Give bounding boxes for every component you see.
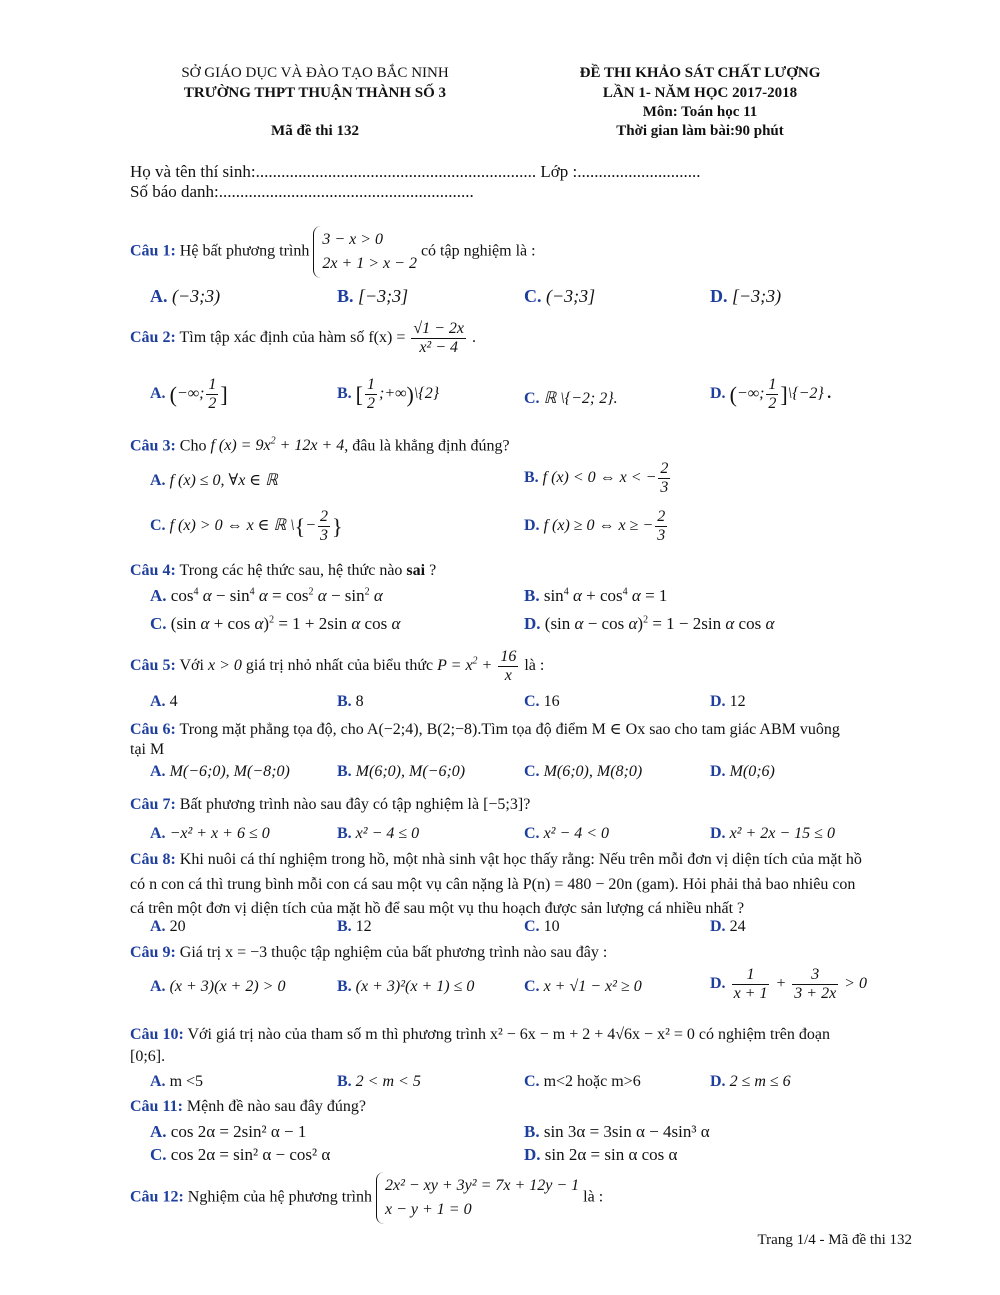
exam-duration: Thời gian làm bài:90 phút (616, 123, 784, 139)
q5-option-c[interactable]: C. 16 (524, 693, 560, 710)
question-10-line2: [0;6]. (130, 1048, 166, 1065)
question-11: Câu 11: Mệnh đề nào sau đây đúng? (130, 1098, 366, 1115)
exam-title: ĐỀ THI KHẢO SÁT CHẤT LƯỢNG (579, 65, 821, 81)
q4-option-b[interactable]: B. $\sin^4 \alpha + \cos^4 \alpha = 1$ (524, 586, 668, 605)
q9-option-b[interactable]: B. (x + 3)²(x + 1) ≤ 0 (337, 978, 475, 995)
q7-option-d[interactable]: D. x² + 2x − 15 ≤ 0 (710, 825, 835, 842)
exam-session: LẦN 1- NĂM HỌC 2017-2018 (602, 85, 798, 101)
question-6-cont: tại M (130, 741, 165, 758)
q11-option-a[interactable]: A. cos 2α = 2sin² α − 1 (150, 1122, 307, 1141)
q2-option-d[interactable]: D. (−∞; $\frac{1}{2}$ ]\{−2} . (710, 376, 832, 412)
question-text: Hệ bất phương trình (179, 242, 310, 260)
q7-option-a[interactable]: A. −x² + x + 6 ≤ 0 (150, 825, 270, 842)
q2-option-a[interactable]: A. (−∞; $\frac{1}{2}$ ] (150, 376, 228, 412)
q10-option-a[interactable]: A. m <5 (150, 1073, 204, 1090)
question-7: Câu 7: Bất phương trình nào sau đây có tập nghiệm là [−5;3]? (130, 796, 531, 813)
q6-option-b[interactable]: B. M(6;0), M(−6;0) (337, 763, 466, 780)
q3-option-c[interactable]: C. f (x) > 0 ⇔ x ∈ ℝ \{− $\frac{2}{3}$ } (150, 508, 343, 544)
question-6: Câu 6: Trong mặt phẳng tọa độ, cho A(−2;4), B(2;−8).Tìm tọa độ điểm M ∈ Ox sao cho tam giác ABM vuông (130, 721, 840, 738)
q6-option-c[interactable]: C. M(6;0), M(8;0) (524, 763, 643, 780)
q8-option-b[interactable]: B. 12 (337, 918, 372, 935)
question-10: Câu 10: Với giá trị nào của tham số m thì phương trình x² − 6x − m + 2 + 4√6x − x² = 0 có nghiệm trên đoạn (130, 1026, 830, 1043)
exam-subject: Môn: Toán học 11 (642, 104, 758, 120)
q7-option-b[interactable]: B. x² − 4 ≤ 0 (337, 825, 420, 842)
question-1: Câu 1: Hệ bất phương trình 3 − x > 0 2x + 1 > x − 2 có tập nghiệm là : (130, 226, 536, 278)
student-name-field[interactable]: Họ và tên thí sinh:.................................................................. Lớp :............................. (130, 162, 701, 181)
q4-option-c[interactable]: C. (sin α + cos α)$^2$ = 1 + 2sin α cos α (150, 614, 401, 633)
q2-option-b[interactable]: B. [ $\frac{1}{2}$ ;+∞)\{2} (337, 376, 440, 412)
inequality-system: 3 − x > 0 2x + 1 > x − 2 (313, 226, 417, 278)
q1-option-c[interactable]: C. (−3;3] (524, 286, 596, 306)
q11-option-d[interactable]: D. sin 2α = sin α cos α (524, 1145, 678, 1164)
q6-option-d[interactable]: D. M(0;6) (710, 763, 775, 780)
question-8: Câu 8: Khi nuôi cá thí nghiệm trong hồ, một nhà sinh vật học thấy rằng: Nếu trên mỗi đơn vị diện tích của mặt hồ (130, 851, 862, 868)
q3-option-a[interactable]: A. f (x) ≤ 0, ∀x ∈ ℝ (150, 472, 278, 489)
equation-system: 2x² − xy + 3y² = 7x + 12y − 1 x − y + 1 = 0 (376, 1172, 579, 1224)
q5-option-b[interactable]: B. 8 (337, 693, 364, 710)
question-4: Câu 4: Trong các hệ thức sau, hệ thức nào sai ? (130, 562, 437, 579)
q4-option-d[interactable]: D. (sin α − cos α)$^2$ = 1 − 2sin α cos α (524, 614, 775, 633)
q9-option-c[interactable]: C. x + √1 − x² ≥ 0 (524, 978, 642, 995)
question-8-line3: cá trên một đơn vị diện tích của mặt hồ để sau một vụ thu hoạch được sản lượng cá nhiều nhất ? (130, 900, 745, 917)
q9-option-d[interactable]: D. $\frac{1}{x + 1}$ + $\frac{3}{3 + 2x}$ > 0 (710, 966, 867, 1002)
q10-option-c[interactable]: C. m<2 hoặc m>6 (524, 1073, 641, 1090)
q5-option-a[interactable]: A. 4 (150, 693, 178, 710)
q8-option-d[interactable]: D. 24 (710, 918, 746, 935)
page-footer: Trang 1/4 - Mã đề thi 132 (757, 1232, 912, 1248)
question-label: Câu 1: (130, 242, 176, 260)
q11-option-b[interactable]: B. sin 3α = 3sin α − 4sin³ α (524, 1122, 710, 1141)
question-9: Câu 9: Giá trị x = −3 thuộc tập nghiệm của bất phương trình nào sau đây : (130, 944, 608, 961)
question-3: Câu 3: Cho f $(x) = 9x^2 + 12x + 4$, đâu là khẳng định đúng? (130, 436, 510, 455)
q10-option-b[interactable]: B. 2 < m < 5 (337, 1073, 421, 1090)
q11-option-c[interactable]: C. cos 2α = sin² α − cos² α (150, 1145, 331, 1164)
q7-option-c[interactable]: C. x² − 4 < 0 (524, 825, 610, 842)
q2-option-c[interactable]: C. ℝ \{−2; 2}. (524, 390, 618, 407)
q9-option-a[interactable]: A. (x + 3)(x + 2) > 0 (150, 978, 286, 995)
q1-option-a[interactable]: A. (−3;3) (150, 286, 221, 306)
school-name: TRƯỜNG THPT THUẬN THÀNH SỐ 3 (183, 85, 447, 101)
q10-option-d[interactable]: D. 2 ≤ m ≤ 6 (710, 1073, 791, 1090)
q5-option-d[interactable]: D. 12 (710, 693, 746, 710)
exam-code: Mã đề thi 132 (271, 123, 359, 139)
question-5: Câu 5: Với x > 0 giá trị nhỏ nhất của biểu thức $P = x^2$ + $\frac{16}{x}$ là : (130, 648, 545, 684)
q8-option-c[interactable]: C. 10 (524, 918, 560, 935)
q4-option-a[interactable]: A. $\cos^4 \alpha - \sin^4 \alpha = \cos^2 \alpha - \sin^2 \alpha$ (150, 586, 383, 605)
q1-option-b[interactable]: B. [−3;3] (337, 286, 409, 306)
q3-option-d[interactable]: D. f (x) ≥ 0 ⇔ x ≥ − $\frac{2}{3}$ (524, 508, 666, 544)
q3-option-b[interactable]: B. f (x) < 0 ⇔ x < − $\frac{2}{3}$ (524, 460, 669, 496)
student-id-field[interactable]: Số báo danh:............................................................ (130, 182, 474, 201)
q8-option-a[interactable]: A. 20 (150, 918, 186, 935)
function-fraction: $\frac{√1 - 2x}{\text{x² − 4}}$ (413, 320, 465, 356)
question-12: Câu 12: Nghiệm của hệ phương trình 2x² − xy + 3y² = 7x + 12y − 1 x − y + 1 = 0 là : (130, 1172, 603, 1224)
q1-option-d[interactable]: D. [−3;3) (710, 286, 782, 306)
question-8-line2: có n con cá thì trung bình mỗi con cá sau một vụ cân nặng là P(n) = 480 − 20n (gam). Hỏi phải thả bao nhiêu con (130, 876, 856, 893)
department-name: SỞ GIÁO DỤC VÀ ĐÀO TẠO BẮC NINH (181, 65, 449, 81)
q6-option-a[interactable]: A. M(−6;0), M(−8;0) (150, 763, 290, 780)
question-2: Câu 2: Tìm tập xác định của hàm số f(x) = $\frac{√1 - 2x}{\text{x² − 4}}$ . (130, 320, 477, 356)
